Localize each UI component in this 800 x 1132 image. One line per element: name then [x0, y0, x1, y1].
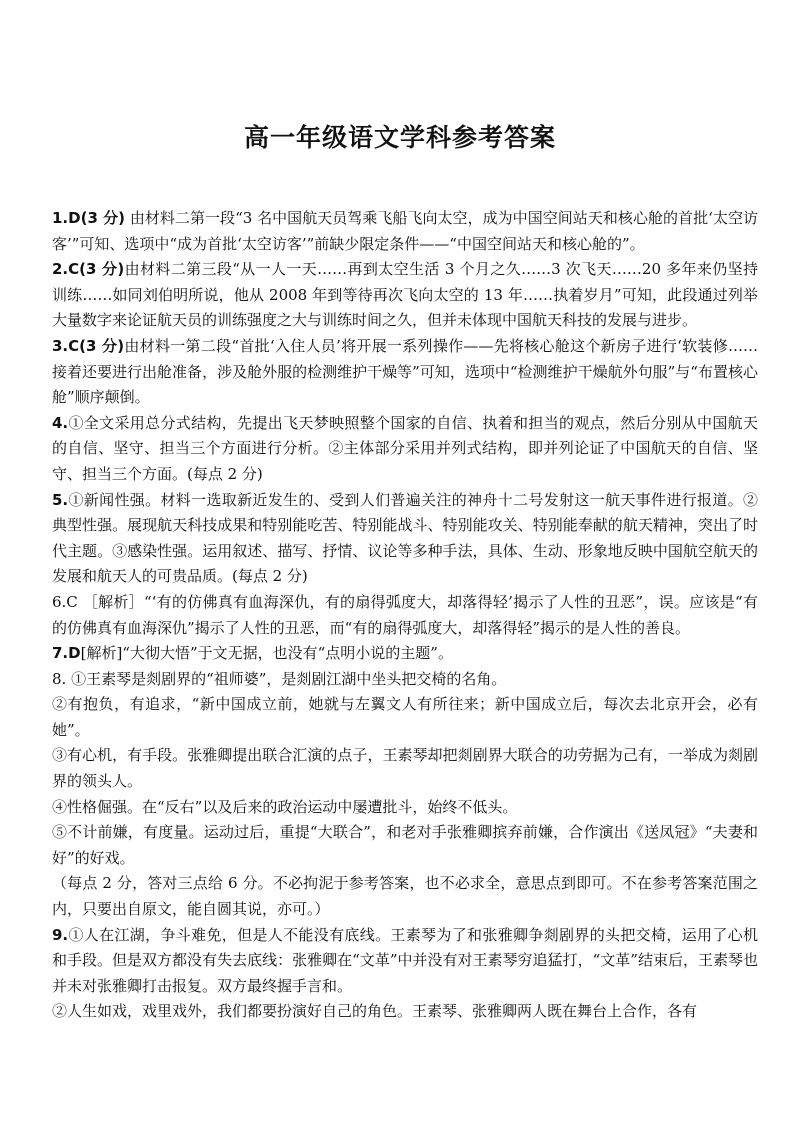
- answer-number: 1.D(3 分): [52, 209, 126, 227]
- answer-text: 由材料二第一段“3 名中国航天员驾乘飞船飞向太空，成为中国空间站天和核心舱的首批‘太空访客’”可知、选项中“成为首批‘太空访客’”前缺少限定条件——“中国空间站天和核心舱的”。: [52, 209, 758, 253]
- answer-paragraph: [52, 411, 758, 488]
- answer-text: ①新闻性强。材料一选取新近发生的、受到人们普遍关注的神舟十二号发射这一航天事件进行报道。②典型性强。展现航天科技成果和特别能吃苦、特别能战斗、特别能攻关、特别能奉献的航天精神，突出了时代主题。③感染性强。运用叙述、描写、抒情、议论等多种手法，具体、生动、形象地反映中国航空航天的发展和航天人的可贵品质。(每点 2 分): [52, 490, 758, 586]
- answer-number: 4.: [52, 413, 69, 432]
- answer-text: ④性格倔强。在“反右”以及后来的政治运动中屡遭批斗，始终不低头。: [52, 797, 518, 816]
- answer-paragraph: [52, 257, 758, 334]
- answer-number: 5.: [52, 490, 69, 509]
- answer-text: ③有心机，有手段。张雅卿提出联合汇演的点子，王素琴却把剡剧界大联合的功劳据为己有，一举成为剡剧界的领头人。: [52, 746, 758, 791]
- answer-text: 由材料一第二段“首批‘入住人员’将开展一系列操作——先将核心舱这个新房子进行‘软装修……接着还要进行出舱准备，涉及舱外服的检测维护干燥等”可知，选项中“检测维护干燥航外句服”与“布置核心舱”顺序颠倒。: [52, 336, 759, 407]
- answer-text: 6.C ［解析］“‘有的仿佛真有血海深仇，有的扇得弧度大，却落得轻’揭示了人性的丑恶”，误。应该是“有的仿佛真有血海深仇”揭示了人性的丑恶，而“有的扇得弧度大，却落得轻”揭示的是人性的善良。: [52, 592, 758, 637]
- answer-text: ②有抱负，有追求，“新中国成立前，她就与左翼文人有所往来；新中国成立后，每次去北京开会，必有她”。: [52, 695, 758, 739]
- answer-body: [52, 206, 758, 1025]
- answer-paragraph: [52, 999, 758, 1025]
- answer-text: [解析]“大彻大悟”于文无据，也没有“点明小说的主题”。: [80, 644, 453, 663]
- answer-paragraph: [52, 488, 758, 590]
- answer-text: ⑤不计前嫌，有度量。运动过后，重提“大联合”，和老对手张雅卿摈弃前嫌，合作演出《送凤冠》“夫妻和好”的好戏。: [52, 823, 758, 867]
- answer-paragraph: [52, 820, 758, 871]
- answer-number: 9.: [52, 925, 69, 944]
- answer-paragraph: [52, 590, 758, 641]
- answer-text: 由材料二第三段“从一人一天……再到太空生活 3 个月之久……3 次飞天……20 多年来仍坚持训练……如同刘伯明所说，他从 2008 年到等待再次飞向太空的 13 年……执着岁月”可知，此段通过列举大量数字来论证航天员的训练强度之大与训练时间之久，但并未体现中国航天科技的发展与进步。: [52, 260, 758, 330]
- answer-paragraph: [52, 743, 758, 794]
- answer-paragraph: [52, 871, 758, 922]
- answer-paragraph: [52, 692, 758, 743]
- document-title: 高一年级语文学科参考答案: [243, 123, 556, 152]
- answer-text: ②人生如戏，戏里戏外，我们都要扮演好自己的角色。王素琴、张雅卿两人既在舞台上合作，各有: [52, 1002, 698, 1021]
- answer-paragraph: [52, 334, 758, 411]
- answer-paragraph: [52, 206, 758, 257]
- answer-paragraph: [52, 667, 758, 693]
- answer-number: 2.C(3 分): [52, 260, 125, 279]
- answer-paragraph: [52, 923, 758, 1000]
- answer-paragraph: [52, 641, 758, 667]
- answer-text: ①人在江湖，争斗难免，但是人不能没有底线。王素琴为了和张雅卿争剡剧界的头把交椅，运用了心机和手段。但是双方都没有失去底线：张雅卿在“文革”中并没有对王素琴穷追猛打，“文革”结束后，王素琴也并未对张雅卿打击报复。双方最终握手言和。: [52, 925, 758, 995]
- answer-text: 8. ①王素琴是剡剧界的“祖师婆”，是剡剧江湖中坐头把交椅的名角。: [52, 669, 507, 688]
- answer-paragraph: [52, 795, 758, 821]
- answer-number: 7.D: [52, 644, 81, 663]
- answer-text: （每点 2 分，答对三点给 6 分。不必拘泥于参考答案，也不必求全，意思点到即可。不在参考答案范围之内，只要出自原文，能自圆其说，亦可。）: [52, 874, 758, 919]
- answer-number: 3.C(3 分): [52, 336, 125, 355]
- answer-text: ①全文采用总分式结构，先提出飞天梦映照整个国家的自信、执着和担当的观点，然后分别从中国航天的自信、坚守、担当三个方面进行分析。②主体部分采用并列式结构，即并列论证了中国航天的自信、坚守、担当三个方面。(每点 2 分): [52, 413, 758, 483]
